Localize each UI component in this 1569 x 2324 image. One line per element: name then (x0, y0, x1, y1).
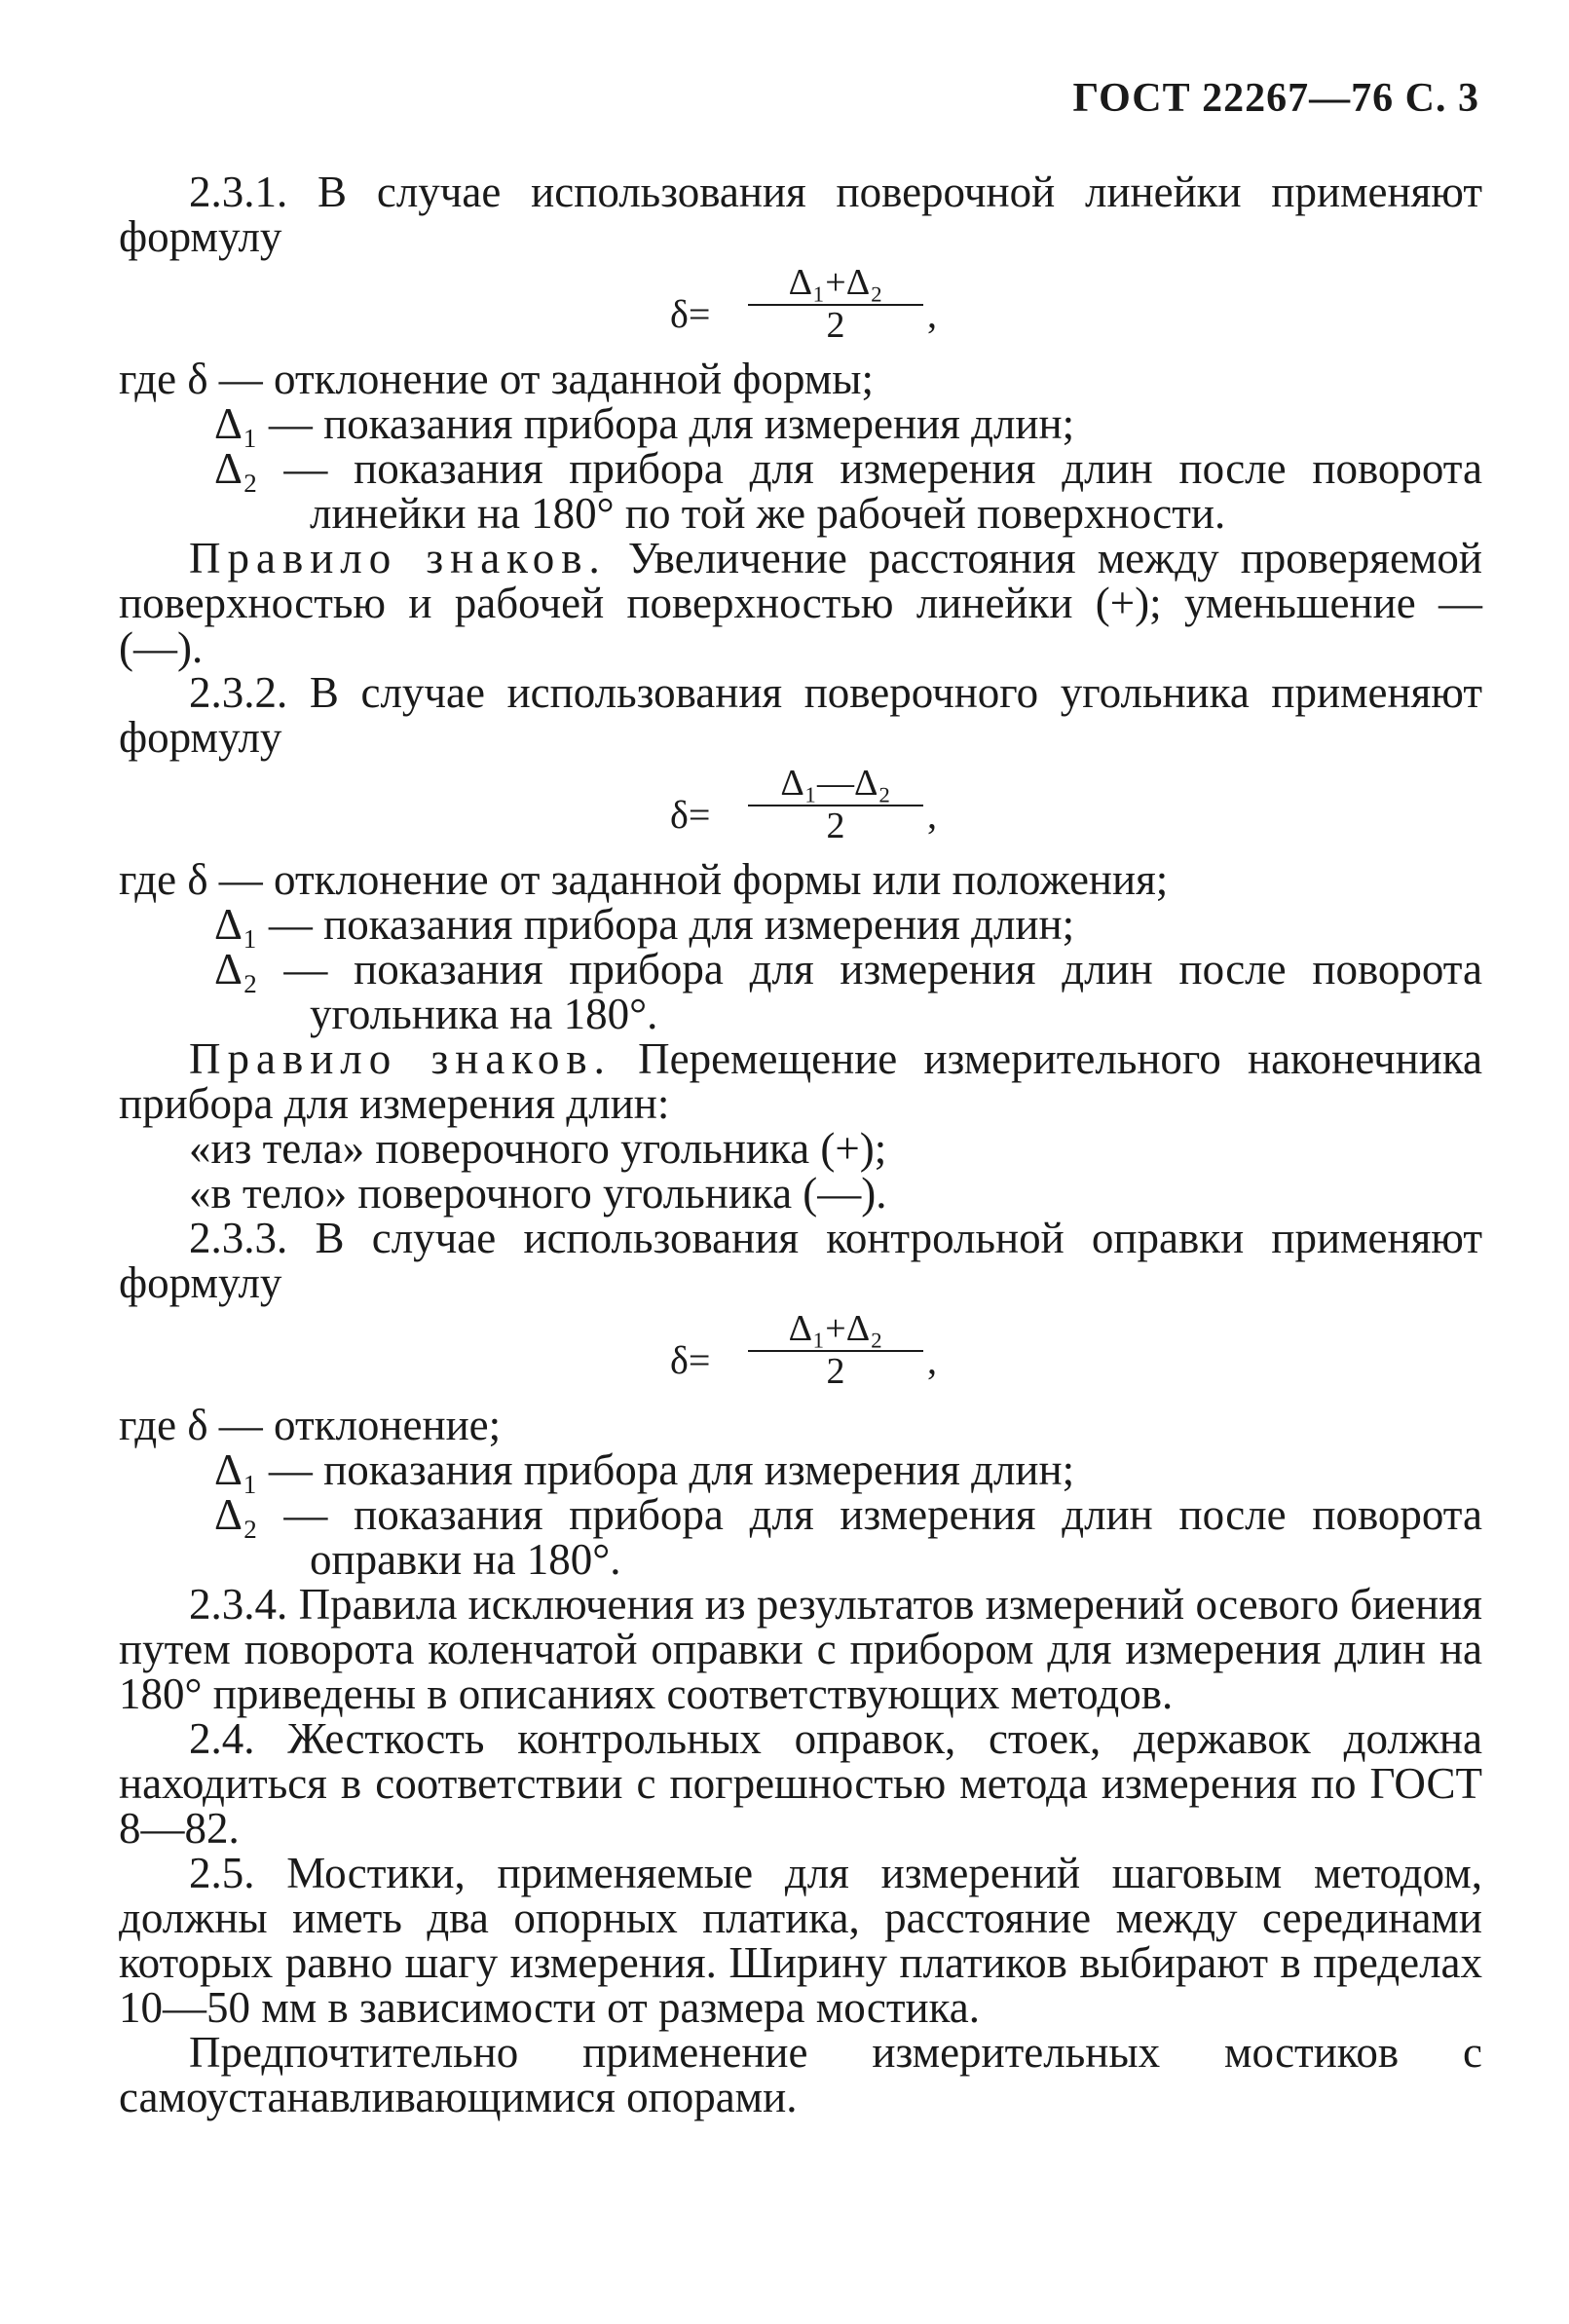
sign-rule-item: «из тела» поверочного угольника (+); (189, 1124, 887, 1173)
definition-item: Δ₁ — показания прибора для измерения длин; (214, 1445, 1075, 1494)
sign-rule-label: Правило знаков. (189, 1034, 612, 1083)
formula-lhs: δ= (670, 1338, 711, 1382)
where-lead: где δ — отклонение от заданной формы или положения; (119, 855, 1169, 904)
formula-lhs: δ= (670, 793, 711, 837)
formula-denominator: 2 (826, 305, 845, 346)
formula-lhs: δ= (670, 292, 711, 336)
where-lead: где δ — отклонение; (119, 1401, 502, 1449)
formula-fraction (738, 764, 933, 845)
formula-numerator: Δ₁+Δ₂ (788, 262, 883, 303)
formula-comma: , (927, 292, 937, 336)
definition-item: Δ₂ — показания прибора для измерения длин после поворота линейки на 180° по той же рабочей поверхности. (214, 444, 1482, 538)
where-lead: где δ — отклонение от заданной формы; (119, 355, 874, 403)
sign-rule-label: Правило знаков. (189, 534, 607, 582)
formula-numerator: Δ₁+Δ₂ (788, 1308, 883, 1349)
paragraph-2-3-1: 2.3.1. В случае использования поверочной линейки применяют формулу (119, 168, 1482, 261)
sign-rule-2 (119, 1036, 1482, 1126)
page-header: ГОСТ 22267—76 С. 3 (1072, 76, 1479, 121)
document-body (119, 169, 1482, 2119)
formula-2 (119, 764, 1482, 857)
definition-item: Δ₁ — показания прибора для измерения длин; (214, 399, 1075, 448)
paragraph-2-5: 2.5. Мостики, применяемые для измерений шаговым методом, должны иметь два опорных платика, расстояние между серединами которых равно шагу измерения. Ширину платиков выбирают в пределах 10—50 мм в зависимости от размера мостика. (119, 1849, 1482, 2032)
formula-denominator: 2 (826, 806, 845, 846)
definition-item: Δ₂ — показания прибора для измерения длин после поворота оправки на 180°. (214, 1490, 1482, 1584)
definitions-list (119, 902, 1482, 1036)
paragraph-preference: Предпочтительно применение измерительных мостиков с самоустанавливающимися опорами. (119, 2028, 1482, 2121)
sign-rule-text: Увеличение расстояния между проверяемой поверхностью и рабочей поверхностью линейки (+); уменьшение — (—). (119, 534, 1482, 672)
formula-1 (119, 263, 1482, 356)
sign-rule-item: «в тело» поверочного угольника (—). (189, 1169, 887, 1218)
formula-numerator: Δ₁—Δ₂ (780, 763, 891, 804)
formula-3 (119, 1309, 1482, 1403)
formula-fraction (738, 263, 933, 345)
formula-comma: , (927, 1338, 937, 1382)
definition-item: Δ₂ — показания прибора для измерения длин после поворота угольника на 180°. (214, 945, 1482, 1038)
sign-rule-text: Перемещение измерительного наконечника прибора для измерения длин: (119, 1034, 1482, 1128)
paragraph-2-3-3: 2.3.3. В случае использования контрольной оправки применяют формулу (119, 1214, 1482, 1307)
formula-denominator: 2 (826, 1351, 845, 1392)
formula-comma: , (927, 793, 937, 837)
paragraph-2-4: 2.4. Жесткость контрольных оправок, стоек, державок должна находиться в соответствии с погрешностью метода измерения по ГОСТ 8—82. (119, 1714, 1482, 1853)
definitions-list (119, 401, 1482, 536)
paragraph-2-3-2: 2.3.2. В случае использования поверочного угольника применяют формулу (119, 668, 1482, 762)
definition-item: Δ₁ — показания прибора для измерения длин; (214, 900, 1075, 949)
formula-fraction (738, 1309, 933, 1391)
paragraph-2-3-4: 2.3.4. Правила исключения из результатов измерений осевого биения путем поворота коленчатой оправки с прибором для измерения длин на 180° приведены в описаниях соответствующих методов. (119, 1580, 1482, 1718)
sign-rule-1 (119, 536, 1482, 670)
definitions-list (119, 1447, 1482, 1582)
